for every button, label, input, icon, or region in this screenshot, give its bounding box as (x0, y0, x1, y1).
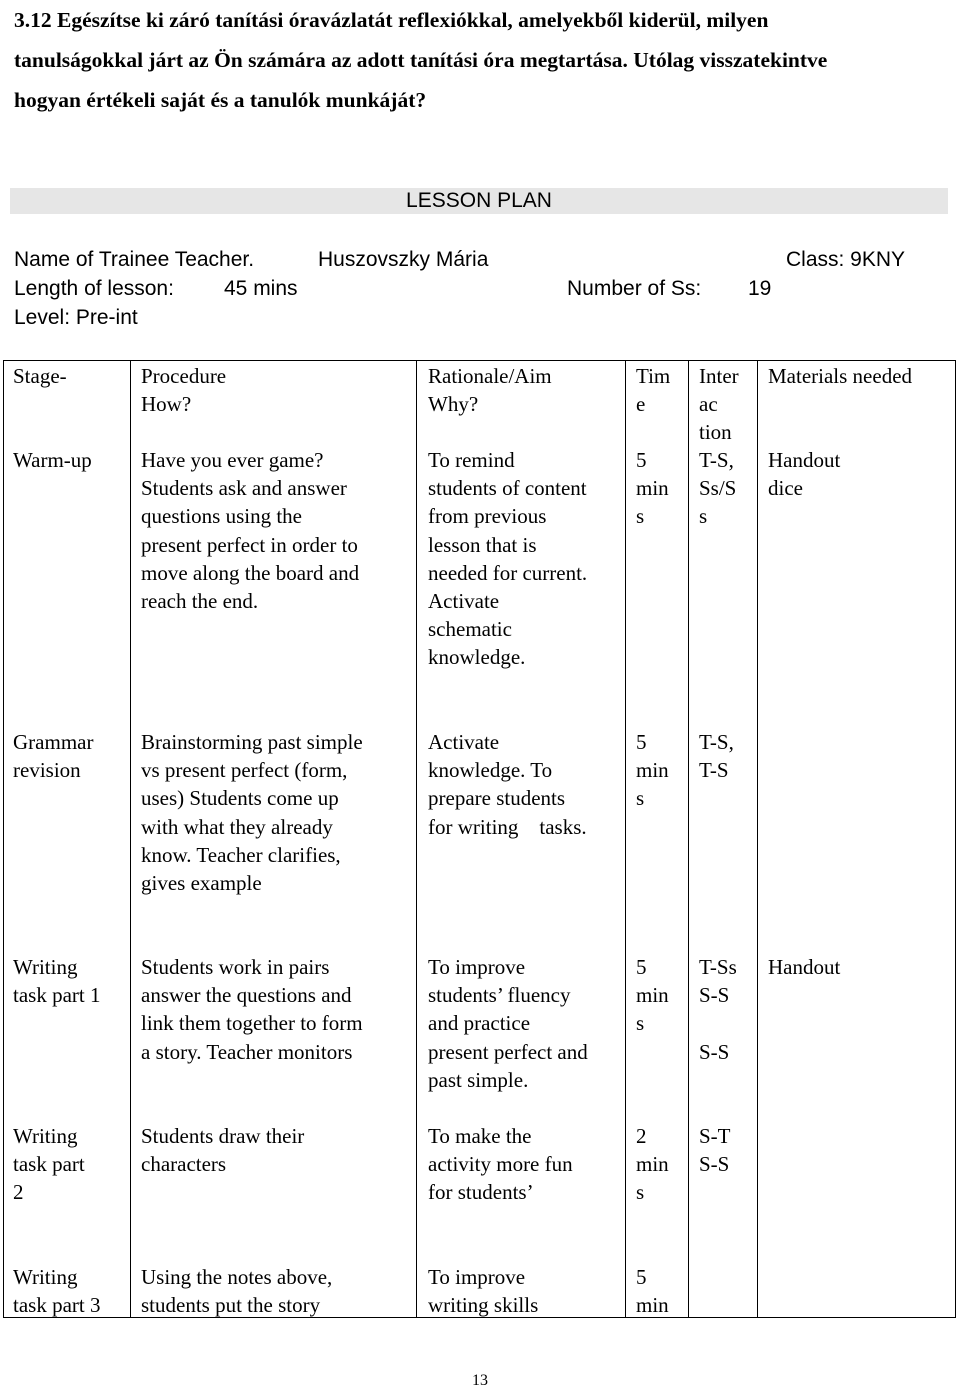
cell-line: T-Ss (699, 955, 737, 979)
cell-procedure (141, 1122, 304, 1178)
cell-line: lesson that is (428, 532, 537, 557)
cell-line: ac (699, 392, 718, 417)
cell-line: Have you ever game? (141, 448, 324, 472)
cell-line: How? (141, 392, 192, 417)
cell-line: Procedure (141, 364, 227, 388)
cell-line: T-S (699, 758, 729, 783)
section-heading (14, 0, 950, 120)
cell-line: s (636, 1180, 645, 1205)
cell-stage (13, 1263, 100, 1319)
page-number: 13 (472, 1372, 488, 1389)
cell-rationale (428, 446, 587, 672)
class-info: Class: 9KNY (786, 248, 906, 271)
cell-line: a story. Teacher monitors (141, 1039, 353, 1064)
header-cell-rationale (428, 362, 552, 418)
cell-line: s (636, 504, 645, 529)
heading-line-2: tanulságokkal járt az Ön számára az adott tanítási óra megtartása. Utólag visszatekintve (14, 48, 828, 72)
cell-time (636, 1122, 669, 1207)
cell-line: Students work in pairs (141, 955, 330, 979)
cell-line: for writing tasks. (428, 814, 587, 839)
students-label: Number of Ss: (567, 277, 702, 300)
cell-line: for students’ (428, 1180, 534, 1205)
cell-line: min (636, 476, 669, 501)
column-divider (130, 361, 131, 1317)
column-divider (416, 361, 417, 1317)
cell-line: Writing (13, 955, 78, 979)
cell-line: To remind (428, 448, 515, 472)
cell-line: 2 (13, 1180, 24, 1205)
cell-interaction (699, 1122, 731, 1178)
cell-line: task part 3 (13, 1293, 101, 1318)
cell-line: min (636, 1293, 669, 1318)
cell-line: schematic (428, 617, 512, 642)
column-divider (757, 361, 758, 1317)
cell-line: from previous (428, 504, 547, 529)
cell-line: s (636, 1011, 645, 1036)
heading-line-3: hogyan értékeli saját és a tanulók munkáját? (14, 88, 427, 112)
cell-line: past simple. (428, 1067, 529, 1092)
cell-line: characters (141, 1152, 227, 1177)
cell-line: revision (13, 758, 81, 783)
cell-line: min (636, 983, 669, 1008)
cell-line: reach the end. (141, 589, 259, 614)
cell-line: writing skills (428, 1293, 539, 1318)
students-value: 19 (748, 277, 772, 300)
cell-line: questions using the (141, 504, 302, 529)
cell-line: Students ask and answer (141, 476, 347, 501)
cell-line: Handout (768, 955, 841, 979)
cell-line: 2 (636, 1124, 647, 1148)
trainee-label: Name of Trainee Teacher. (14, 248, 255, 271)
cell-materials (768, 446, 840, 502)
cell-line: and practice (428, 1011, 531, 1036)
cell-stage (13, 728, 93, 784)
cell-line: Materials needed (768, 364, 913, 388)
cell-line: S-S (699, 983, 730, 1008)
cell-line: S-S (699, 1039, 730, 1064)
header-cell-time (636, 362, 670, 418)
cell-line (699, 1009, 737, 1037)
cell-procedure (141, 1263, 332, 1319)
cell-line: students’ fluency (428, 983, 571, 1008)
cell-line: activity more fun (428, 1152, 573, 1177)
cell-line: T-S, (699, 730, 734, 754)
cell-line: Activate (428, 730, 500, 754)
cell-stage (13, 953, 100, 1009)
cell-procedure (141, 728, 363, 897)
cell-line: knowledge. (428, 645, 526, 670)
cell-line: 5 (636, 448, 647, 472)
cell-line: To improve (428, 1265, 526, 1289)
cell-line: S-T (699, 1124, 731, 1148)
cell-line: T-S, (699, 448, 734, 472)
cell-time (636, 446, 669, 531)
cell-line: knowledge. To (428, 758, 553, 783)
cell-line: Warm-up (13, 448, 92, 472)
cell-line: Rationale/Aim (428, 364, 552, 388)
cell-stage (13, 446, 92, 474)
cell-line: Activate (428, 589, 500, 614)
cell-line: tion (699, 420, 732, 445)
cell-line: gives example (141, 871, 262, 896)
cell-line: Why? (428, 392, 479, 417)
cell-procedure (141, 446, 359, 615)
cell-time (636, 953, 669, 1038)
cell-line: uses) Students come up (141, 786, 339, 811)
cell-time (636, 1263, 669, 1319)
cell-line: needed for current. (428, 560, 588, 585)
cell-line: To improve (428, 955, 526, 979)
cell-line: Handout (768, 448, 841, 472)
cell-rationale (428, 1263, 538, 1319)
cell-line: students put the story (141, 1293, 321, 1318)
column-divider (625, 361, 626, 1317)
cell-rationale (428, 953, 588, 1094)
length-value: 45 mins (224, 277, 298, 300)
cell-line: Writing (13, 1124, 78, 1148)
cell-line: with what they already (141, 814, 333, 839)
cell-line: answer the questions and (141, 983, 352, 1008)
cell-line: S-S (699, 1152, 730, 1177)
cell-line: Students draw their (141, 1124, 305, 1148)
cell-line: 5 (636, 730, 647, 754)
cell-line: link them together to form (141, 1011, 363, 1036)
lesson-plan-title: LESSON PLAN (10, 188, 948, 214)
cell-line: present perfect in order to (141, 532, 358, 557)
cell-line: To make the (428, 1124, 532, 1148)
cell-line: dice (768, 476, 803, 501)
cell-line: Writing (13, 1265, 78, 1289)
cell-line: Using the notes above, (141, 1265, 333, 1289)
cell-time (636, 728, 669, 813)
cell-line: e (636, 392, 646, 417)
cell-line: Stage- (13, 364, 67, 388)
cell-line: task part (13, 1152, 85, 1177)
level-info: Level: Pre-int (14, 306, 138, 329)
cell-rationale (428, 1122, 573, 1207)
cell-line: 5 (636, 955, 647, 979)
header-cell-procedure (141, 362, 226, 418)
cell-materials (768, 953, 840, 981)
cell-line: Grammar (13, 730, 94, 754)
cell-procedure (141, 953, 363, 1066)
cell-line: students of content (428, 476, 587, 501)
cell-line: s (636, 786, 645, 811)
cell-line: know. Teacher clarifies, (141, 842, 341, 867)
heading-line-1: 3.12 Egészítse ki záró tanítási óravázlatát reflexiókkal, amelyekből kiderül, milyen (14, 8, 769, 32)
cell-line: min (636, 758, 669, 783)
header-cell-materials (768, 362, 912, 390)
cell-line: Tim (636, 364, 671, 388)
cell-stage (13, 1122, 85, 1207)
cell-line: vs present perfect (form, (141, 758, 348, 783)
header-cell-interaction (699, 362, 739, 447)
length-label: Length of lesson: (14, 277, 174, 300)
cell-line: Ss/S (699, 476, 737, 501)
trainee-name: Huszovszky Mária (318, 248, 489, 271)
cell-rationale (428, 728, 587, 841)
cell-line: prepare students (428, 786, 566, 811)
cell-line: move along the board and (141, 560, 360, 585)
cell-interaction (699, 728, 734, 784)
cell-line: task part 1 (13, 983, 101, 1008)
header-cell-stage (13, 362, 67, 390)
cell-line: min (636, 1152, 669, 1177)
cell-line: s (699, 504, 708, 529)
cell-interaction (699, 953, 737, 1066)
cell-line: Inter (699, 364, 739, 388)
cell-line: 5 (636, 1265, 647, 1289)
cell-interaction (699, 446, 736, 531)
cell-line: Brainstorming past simple (141, 730, 363, 754)
column-divider (688, 361, 689, 1317)
cell-line: present perfect and (428, 1039, 588, 1064)
